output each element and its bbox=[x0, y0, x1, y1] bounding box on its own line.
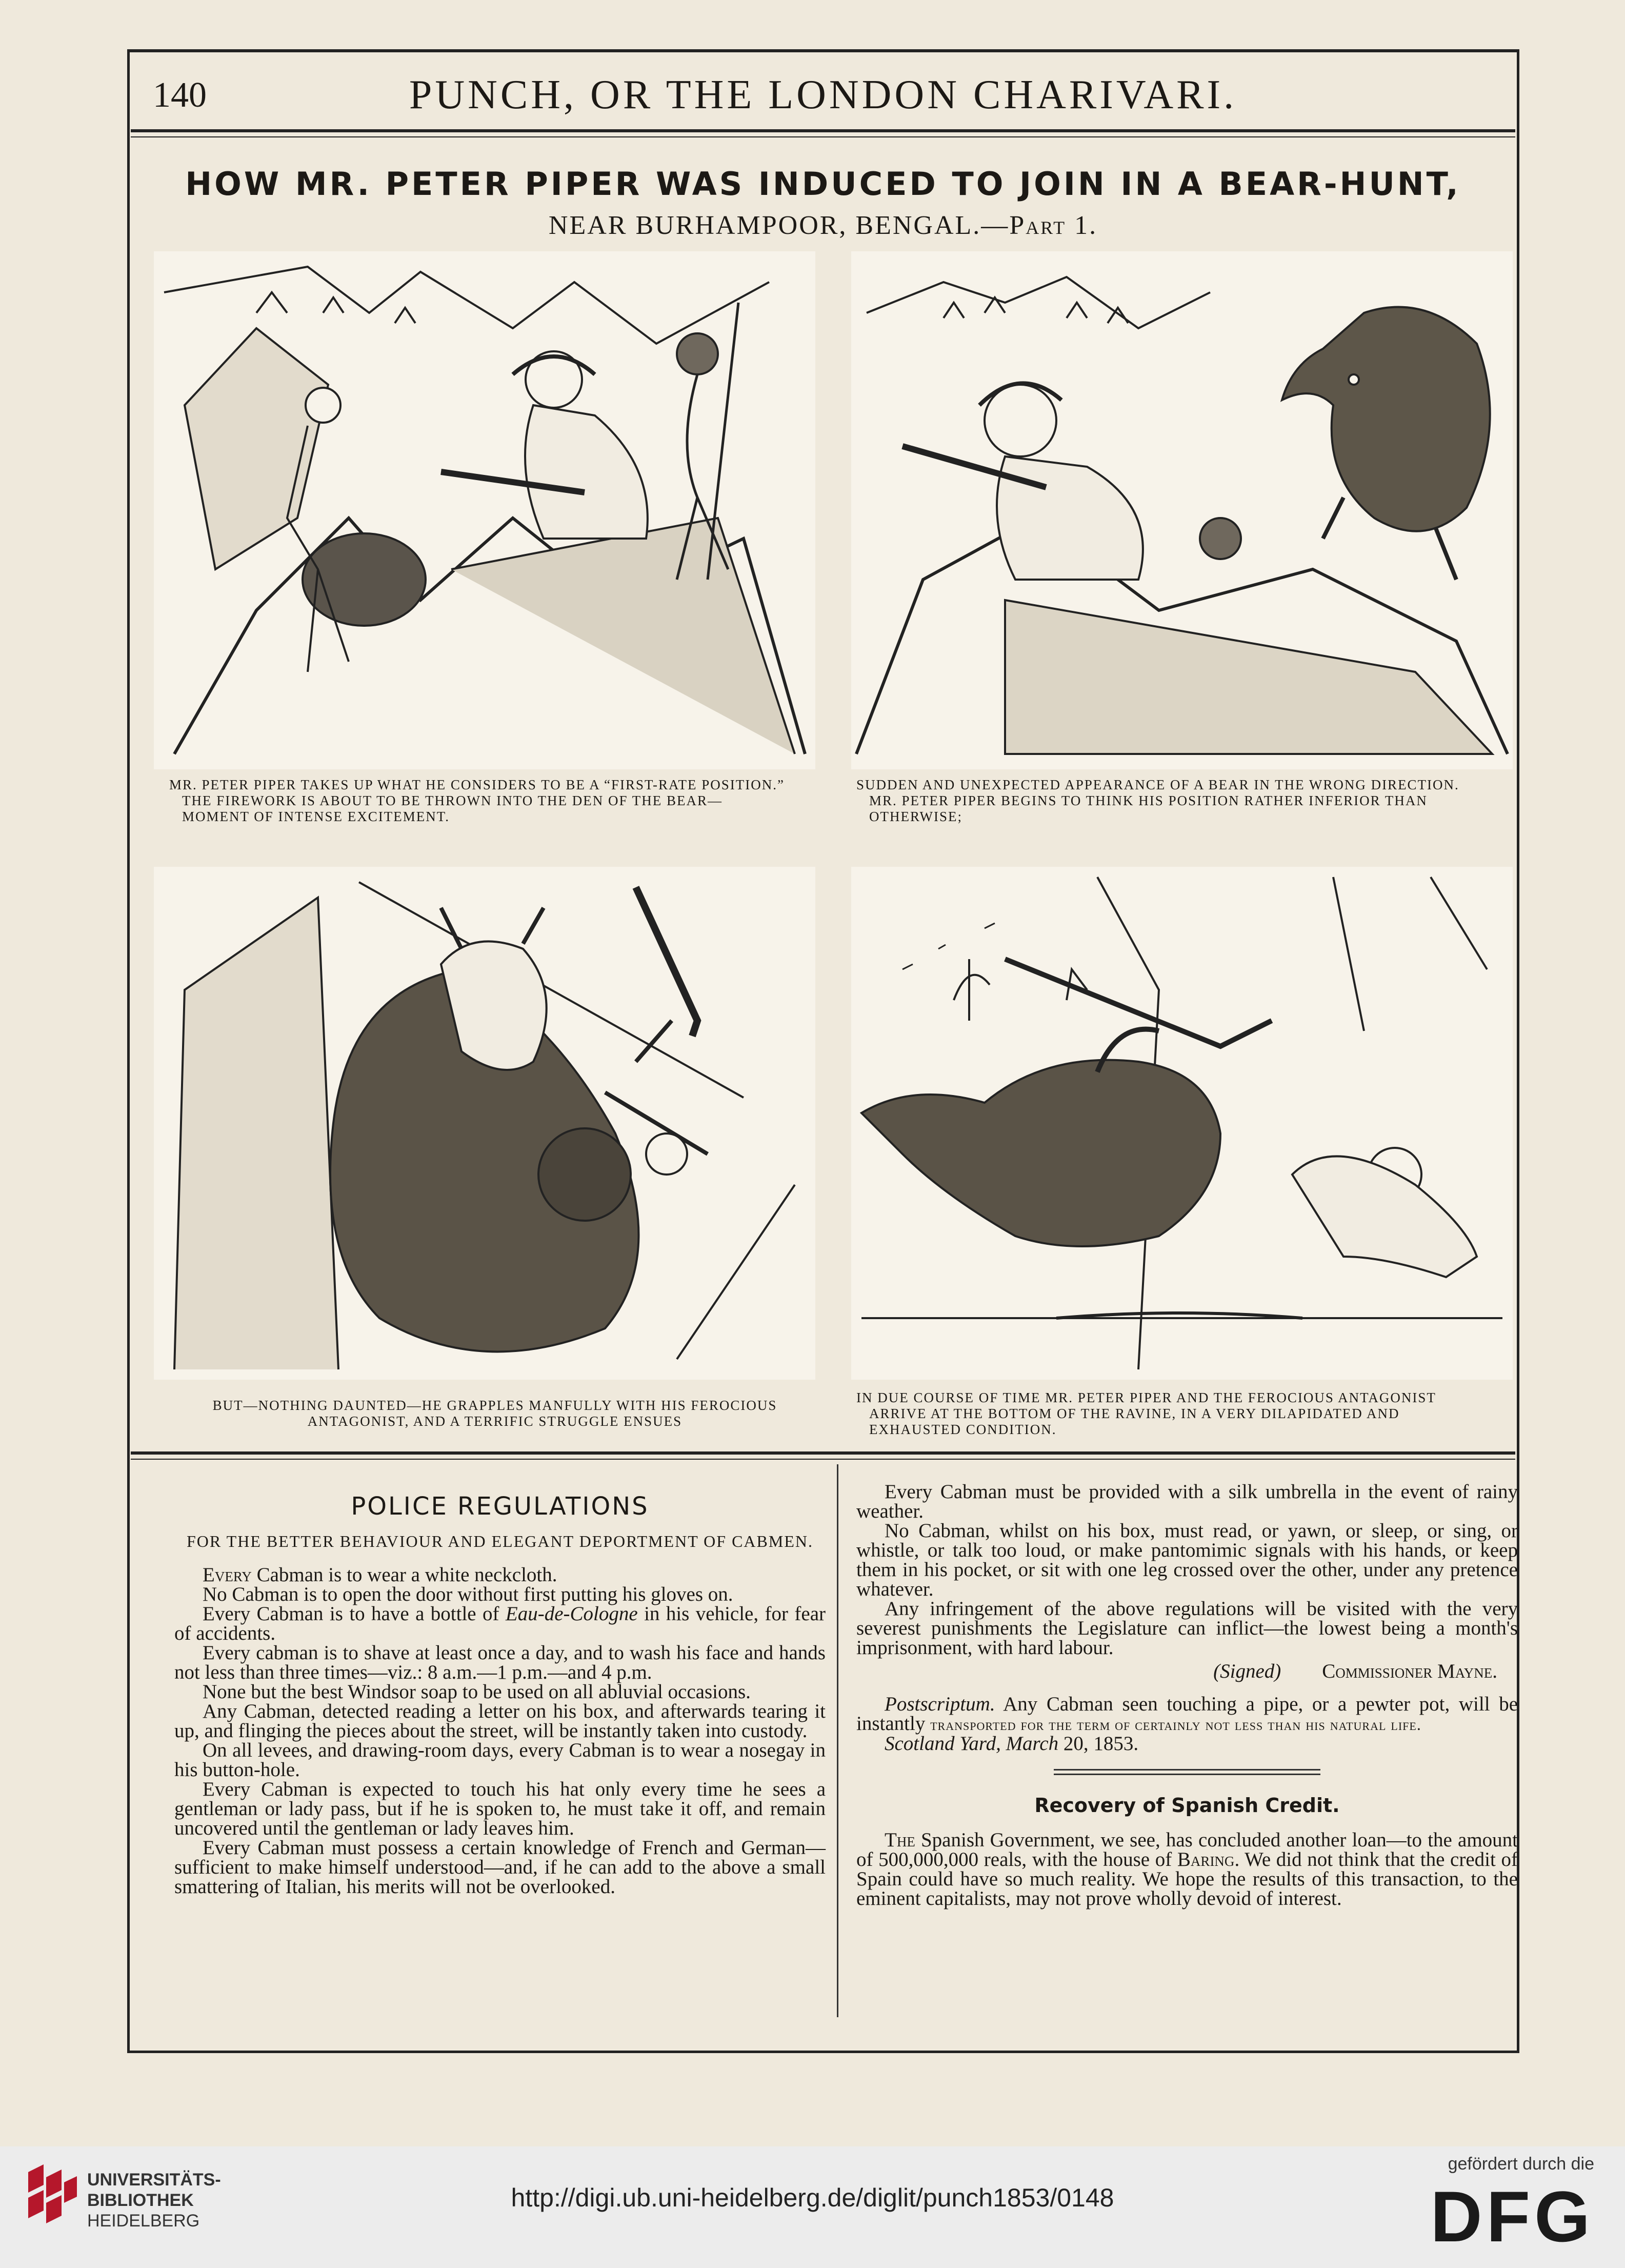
police-subtitle: FOR THE BETTER BEHAVIOUR AND ELEGANT DEPORTMENT OF CABMEN. bbox=[187, 1532, 813, 1550]
police-para-8: Every Cabman is expected to touch his hat only every time he sees a gentleman or lady pass, but if he is spoken to, he must take it off, and remain uncovered until the gentleman or lady leaves him. bbox=[174, 1778, 826, 1839]
page-number: 140 bbox=[153, 75, 207, 115]
caption-panel-4 bbox=[856, 1390, 1513, 1438]
permalink-url[interactable]: http://digi.ub.uni-heidelberg.de/diglit/punch1853/0148 bbox=[511, 2183, 1114, 2212]
library-line-1: UNIVERSITÄTS- bbox=[87, 2170, 221, 2190]
caption-2-line-2: MR. PETER PIPER BEGINS TO THINK HIS POSITION RATHER INFERIOR THAN bbox=[869, 793, 1428, 808]
subhead-place: NEAR BURHAMPOOR, BENGAL.— bbox=[548, 211, 1010, 240]
police-para-12: Any infringement of the above regulations will be visited with the very severest punishments the Legislature can inflict—the lowest being a month's imprisonment, with hard labour. bbox=[856, 1598, 1518, 1659]
recovery-para bbox=[856, 1831, 1518, 1908]
caption-4-line-2: ARRIVE AT THE BOTTOM OF THE RAVINE, IN A VERY DILAPIDATED AND bbox=[869, 1406, 1400, 1421]
funded-by-label: gefördert durch die bbox=[1448, 2154, 1594, 2174]
section-rule-thin bbox=[131, 1459, 1515, 1460]
police-para-1 bbox=[174, 1565, 826, 1585]
cartoon-illustration-2 bbox=[851, 251, 1513, 769]
article-divider bbox=[1054, 1769, 1320, 1770]
caption-panel-2 bbox=[856, 777, 1513, 825]
para-1-lead: Every bbox=[203, 1564, 252, 1586]
cartoon-illustration-1 bbox=[154, 251, 815, 769]
dfg-logo[interactable]: DFG bbox=[1430, 2176, 1594, 2257]
caption-1-line-3: MOMENT OF INTENSE EXCITEMENT. bbox=[182, 809, 450, 824]
police-para-7: On all levees, and drawing-room days, every Cabman is to wear a nosegay in his button-hole. bbox=[174, 1739, 826, 1781]
cartoon-panel-3 bbox=[154, 867, 815, 1380]
police-para-5: None but the best Windsor soap to be used on all abluvial occasions. bbox=[203, 1681, 751, 1703]
cartoon-subhead bbox=[128, 210, 1518, 241]
police-para-4: Every cabman is to shave at least once a day, and to wash his face and hands not less than three times—viz.: 8 a.m.—1 p.m.—and 4 p.m. bbox=[174, 1642, 826, 1683]
para-3-italic: Eau-de-Cologne bbox=[505, 1603, 638, 1625]
column-rule bbox=[837, 1464, 838, 2017]
signature-line bbox=[856, 1662, 1518, 1681]
police-para-10: Every Cabman must be provided with a silk umbrella in the event of rainy weather. bbox=[856, 1481, 1518, 1522]
section-rule bbox=[131, 1451, 1515, 1455]
para-3-post: in his vehicle, for fear of accidents. bbox=[174, 1603, 826, 1644]
caption-panel-1 bbox=[169, 777, 815, 825]
caption-1-line-2: THE FIREWORK IS ABOUT TO BE THROWN INTO THE DEN OF THE BEAR— bbox=[182, 793, 723, 808]
caption-3-line-2: ANTAGONIST, AND A TERRIFIC STRUGGLE ENSUES bbox=[307, 1414, 683, 1429]
postscript-text: Any Cabman seen touching a pipe, or a pewter pot, will be instantly bbox=[856, 1693, 1518, 1735]
cartoon-panel-4 bbox=[851, 867, 1513, 1380]
police-para-11: No Cabman, whilst on his box, must read, or yawn, or sleep, or sing, or whistle, or talk too loud, or make pantomimic signals with his hands, or keep them in his pocket, or sit with one leg crossed over the other, under any pretence whatever. bbox=[856, 1520, 1518, 1600]
library-line-3: HEIDELBERG bbox=[87, 2211, 200, 2231]
recovery-lead: The bbox=[885, 1829, 915, 1851]
dateline bbox=[856, 1734, 1518, 1754]
police-para-6: Any Cabman, detected reading a letter on his box, and afterwards tearing it up, and flinging the pieces about the street, will be instantly taken into custody. bbox=[174, 1700, 826, 1742]
cartoon-panel-2 bbox=[851, 251, 1513, 769]
masthead-rule-thin bbox=[131, 136, 1515, 137]
signed-label: (Signed) bbox=[1213, 1660, 1281, 1682]
police-para-9: Every Cabman must possess a certain knowledge of French and German—sufficient to make himself understood—and, if he can add to the above a small smattering of Italian, his merits will not be overlooked. bbox=[174, 1837, 826, 1898]
police-article bbox=[174, 1482, 826, 1897]
police-para-2: No Cabman is to open the door without first putting his gloves on. bbox=[203, 1583, 733, 1605]
masthead-rule bbox=[131, 129, 1515, 132]
postscript bbox=[856, 1695, 1518, 1734]
page-frame-left bbox=[127, 49, 130, 2053]
caption-3-line-1: BUT—NOTHING DAUNTED—HE GRAPPLES MANFULLY WITH HIS FEROCIOUS bbox=[212, 1398, 777, 1413]
caption-panel-3 bbox=[174, 1398, 815, 1429]
page-frame-top bbox=[127, 49, 1519, 52]
masthead: PUNCH, OR THE LONDON CHARIVARI. bbox=[409, 72, 1237, 117]
article-divider-2 bbox=[1054, 1774, 1320, 1775]
caption-1-line-1: MR. PETER PIPER TAKES UP WHAT HE CONSIDERS TO BE A “FIRST-RATE POSITION.” bbox=[169, 777, 785, 792]
postscript-caps: transported for the term of certainly not less than his natural life. bbox=[930, 1715, 1421, 1734]
subhead-part: Part 1. bbox=[1009, 211, 1098, 240]
para-1-text: Cabman is to wear a white neckcloth. bbox=[251, 1564, 557, 1586]
recovery-baring: Baring bbox=[1177, 1848, 1235, 1871]
cartoon-panel-1 bbox=[154, 251, 815, 769]
caption-4-line-3: EXHAUSTED CONDITION. bbox=[869, 1422, 1057, 1437]
dateline-date: 20, 1853. bbox=[1058, 1733, 1139, 1755]
police-para-3 bbox=[174, 1604, 826, 1643]
caption-2-line-1: SUDDEN AND UNEXPECTED APPEARANCE OF A BEAR IN THE WRONG DIRECTION. bbox=[856, 777, 1459, 792]
dateline-place: Scotland Yard, March bbox=[885, 1733, 1059, 1755]
recovery-title: Recovery of Spanish Credit. bbox=[1034, 1794, 1340, 1817]
recovery-text-a: Spanish Government, we see, has concluded another loan—to the amount of 500,000,000 reals, with the house of bbox=[856, 1829, 1518, 1871]
cartoon-illustration-3 bbox=[154, 867, 815, 1380]
police-title: POLICE REGULATIONS bbox=[351, 1492, 649, 1521]
recovery-text-b: . We did not think that the credit of Spain could have so much reality. We hope the results of this transaction, to the eminent capitalists, may not prove wholly devoid of interest. bbox=[856, 1848, 1518, 1909]
caption-2-line-3: OTHERWISE; bbox=[869, 809, 962, 824]
cartoon-illustration-4 bbox=[851, 867, 1513, 1380]
library-line-2: BIBLIOTHEK bbox=[87, 2191, 194, 2210]
signed-name: Commissioner Mayne. bbox=[1322, 1660, 1497, 1682]
right-column bbox=[856, 1482, 1518, 1908]
para-3-pre: Every Cabman is to have a bottle of bbox=[203, 1603, 506, 1625]
cartoon-headline: HOW MR. PETER PIPER WAS INDUCED TO JOIN IN A BEAR-HUNT, bbox=[185, 165, 1461, 203]
caption-4-line-1: IN DUE COURSE OF TIME MR. PETER PIPER AND THE FEROCIOUS ANTAGONIST bbox=[856, 1390, 1436, 1405]
page-frame-bottom bbox=[127, 2051, 1519, 2053]
postscript-label: Postscriptum. bbox=[885, 1693, 995, 1715]
